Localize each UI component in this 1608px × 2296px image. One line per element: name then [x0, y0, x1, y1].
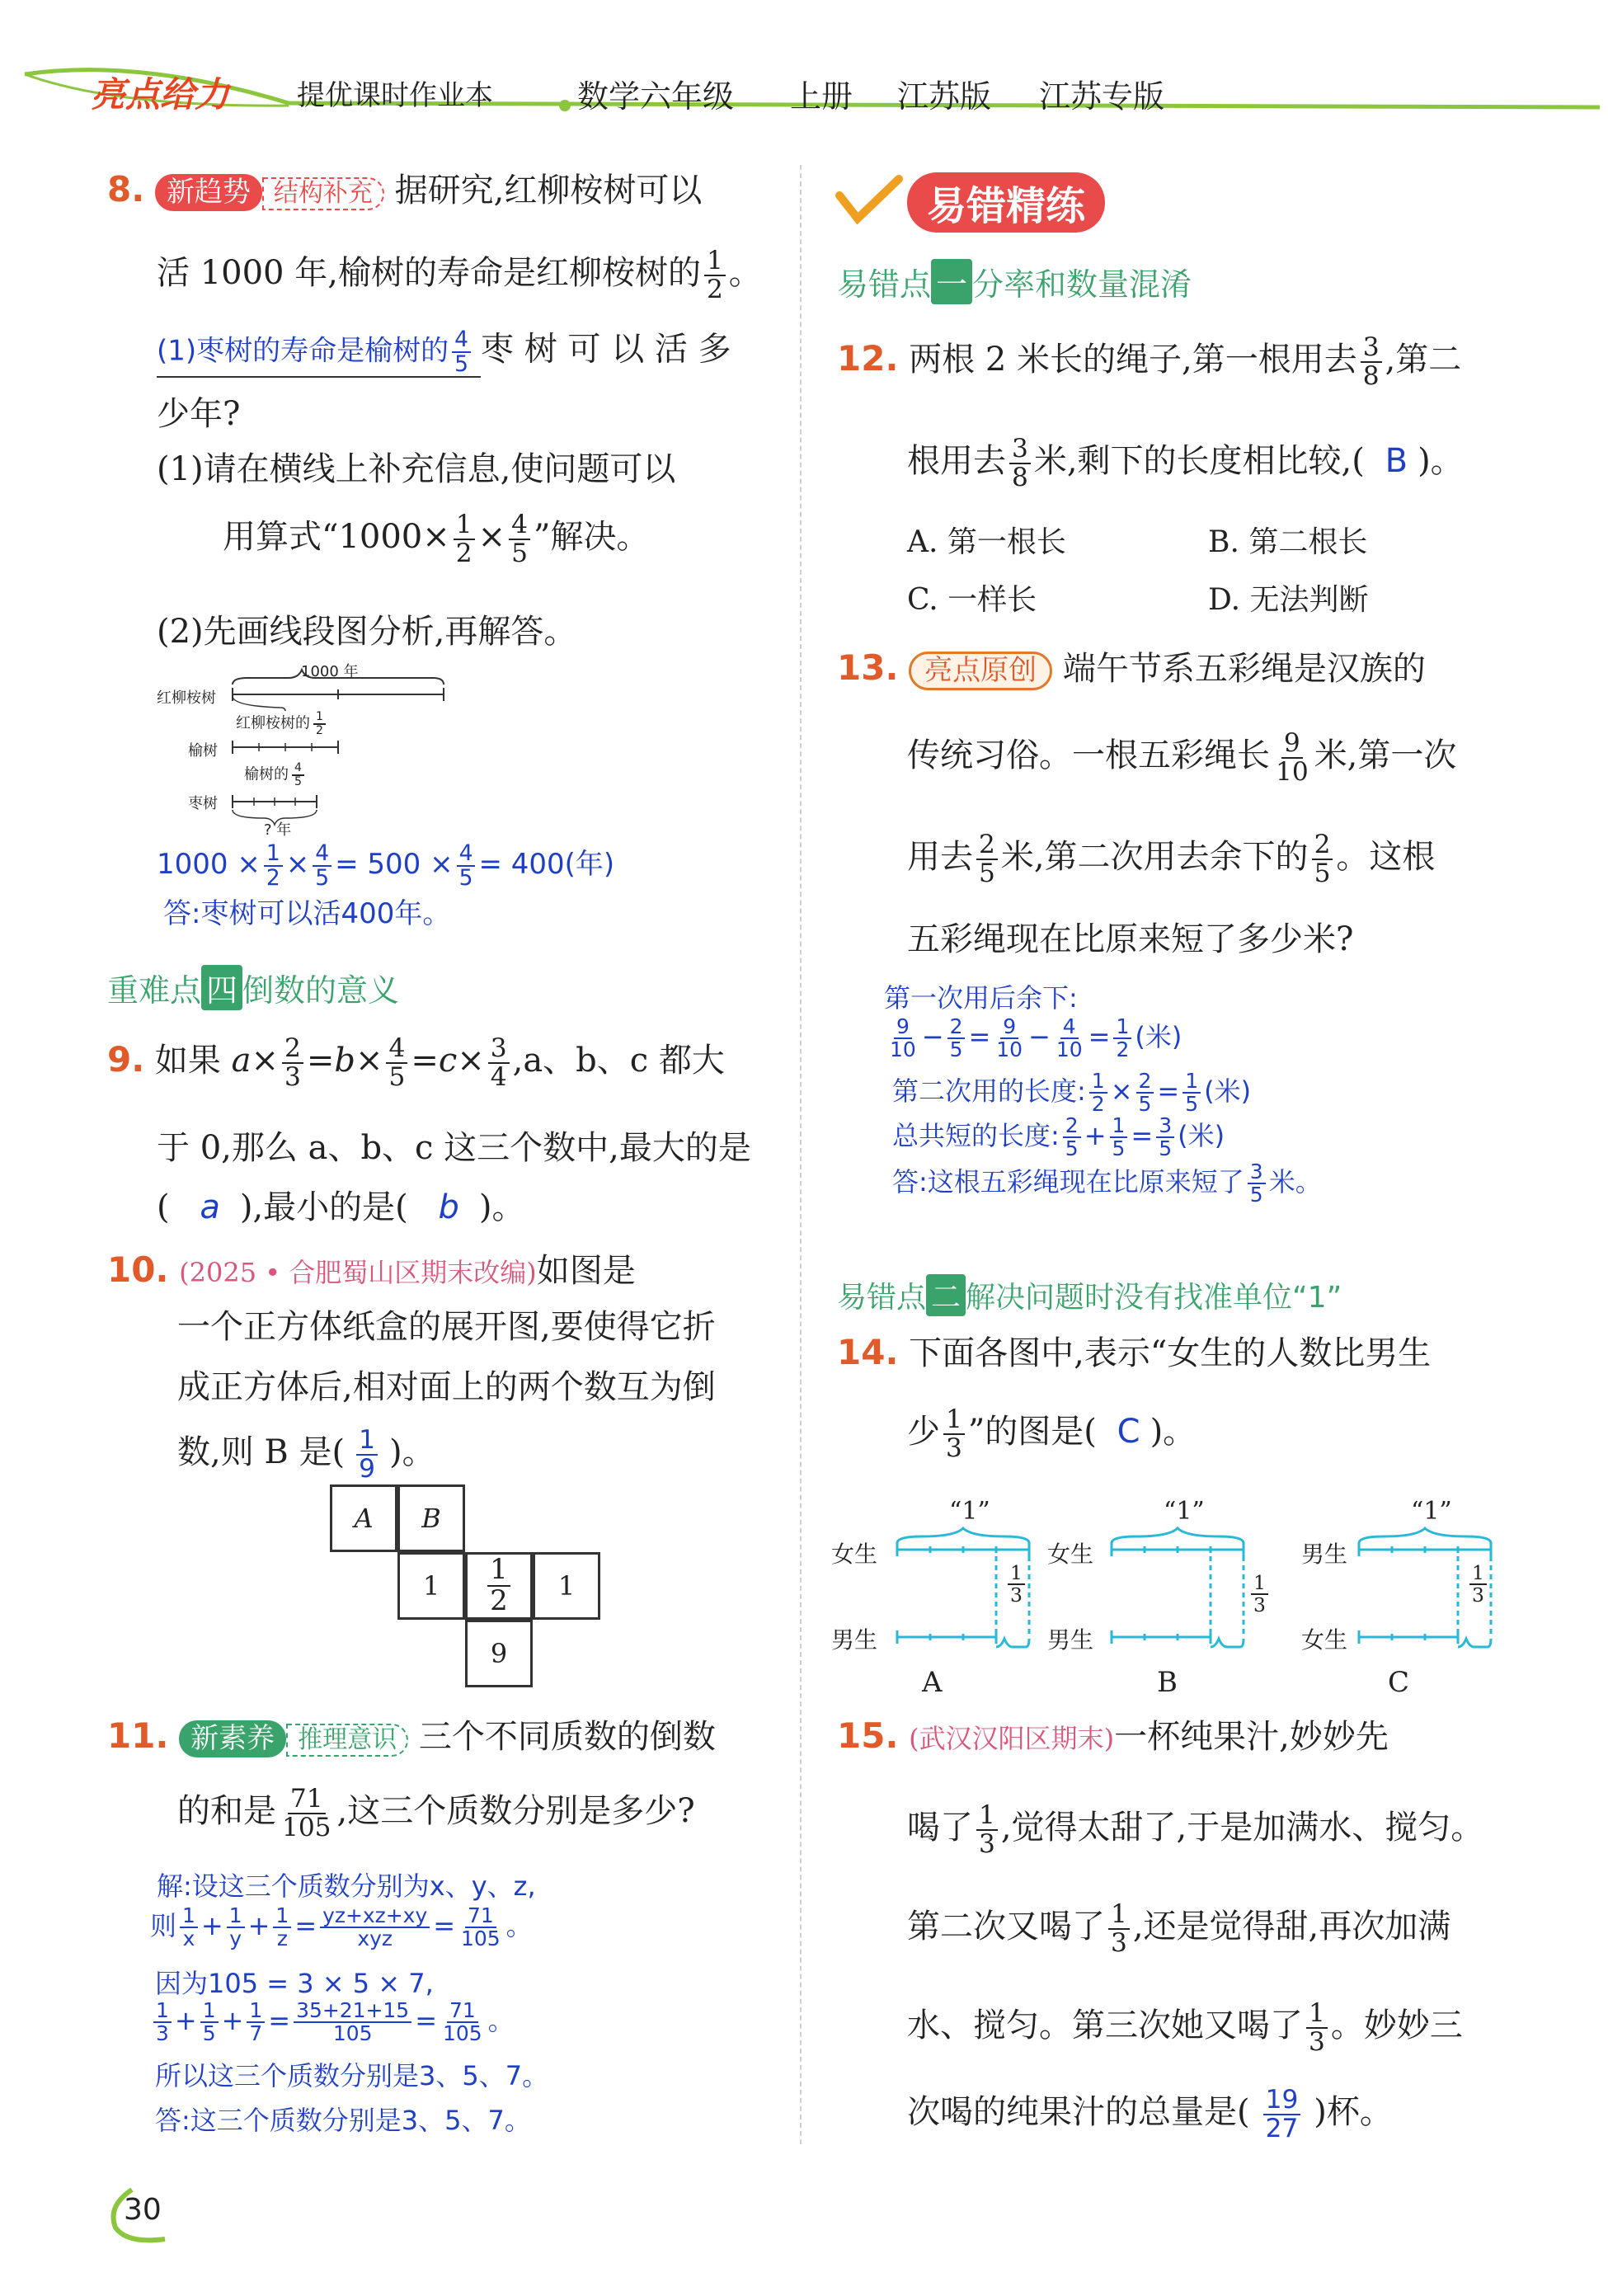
q8-sub2: (2)先画线段图分析,再解答。 — [157, 613, 577, 651]
q12-answer: B — [1385, 441, 1408, 480]
q15-source: (武汉汉阳区期末) — [909, 1723, 1115, 1754]
q8-number: 8. — [107, 169, 145, 209]
q11-answer-1: 解:设这三个质数分别为x、y、z, — [157, 1870, 536, 1902]
q12-line1: 12. 两根 2 米长的绳子,第一根用去 $\frac{3}{8}$ ,第二 — [837, 332, 1462, 391]
q15-answer: $\frac{19}{27}$ — [1263, 2087, 1301, 2143]
page-number: 30 — [99, 2181, 181, 2247]
q8-tag-sub: 结构补充 — [262, 177, 384, 210]
header-special: 江苏专版 — [1039, 78, 1165, 115]
q8-line2: 活 1000 年,榆树的寿命是红柳桉树的 $\frac{1}{2}$ 。 — [157, 246, 762, 304]
q13-line3: 用去 $\frac{2}{5}$ 米,第二次用去余下的 $\frac{2}{5}$ 。这根 — [907, 830, 1436, 888]
q15-line1: 15. (武汉汉阳区期末)一杯纯果汁,妙妙先 — [837, 1715, 1389, 1756]
header — [0, 0, 1608, 140]
q13-answer-5: 答:这根五彩绳现在比原来短了 $\frac{3}{5}$ 米。 — [892, 1160, 1322, 1207]
q10-cube-net: A B 1 $\frac{1}{2}$ 1 9 — [330, 1484, 610, 1699]
section-header-4: 重难点 四 倒数的意义 — [107, 965, 399, 1010]
q12-option-c: C. 一样长 — [907, 583, 1037, 617]
q13-answer-2: $\frac{9}{10}$ − $\frac{2}{5}$ = $\frac{9}{10}$ − $\frac{4}{10}$ = $\frac{1}{2}$ (米) — [890, 1014, 1182, 1062]
q9-answer-a: a — [200, 1188, 220, 1226]
q11-line1: 11. 新素养 推理意识 三个不同质数的倒数 — [107, 1715, 716, 1756]
q12-option-a: A. 第一根长 — [907, 525, 1066, 559]
q8-frac-a: $\frac{1}{2}$ — [704, 247, 726, 303]
header-grade: 数学六年级 — [577, 78, 735, 115]
q13-line4: 五彩绳现在比原来短了多少米? — [907, 920, 1354, 958]
header-edition: 江苏版 — [897, 78, 992, 115]
q13-answer-4: 总共短的长度: $\frac{2}{5}$ + $\frac{1}{5}$ = $\frac{3}{5}$ (米) — [892, 1113, 1225, 1161]
q14-diagrams: “1” 女生 男生 $\frac{1}{3}$ A “1” 女生 男生 $\frac{1}{3}$ B “1” 男生 女生 $\frac{1}{3}$ C — [831, 1497, 1590, 1703]
header-subtitle: 提优课时作业本 — [297, 79, 493, 112]
q14-line1: 14. 下面各图中,表示“女生的人数比男生 — [837, 1332, 1432, 1372]
q10-line3: 成正方体后,相对面上的两个数互为倒 — [177, 1368, 716, 1406]
q8-fill-blank: (1)枣树的寿命是榆树的 $\frac{4}{5}$ — [157, 328, 481, 378]
q8-sub1: (1)请在横线上补充信息,使问题可以 — [157, 450, 676, 488]
q13-tag: 亮点原创 — [909, 652, 1052, 690]
q8-line3: (1)枣树的寿命是榆树的 $\frac{4}{5}$ 枣 树 可 以 活 多 — [157, 327, 731, 377]
q11-answer-6: 答:这三个质数分别是3、5、7。 — [155, 2105, 531, 2136]
q11-answer-4: $\frac{1}{3}$ + $\frac{1}{5}$ + $\frac{1}{7}$ = $\frac{35+21+15}{105}$ = $\frac{71}{105}$ 。 — [150, 2000, 515, 2044]
q10-answer: $\frac{1}{9}$ — [356, 1427, 378, 1483]
q15-line3: 第二次又喝了 $\frac{1}{3}$ ,还是觉得甜,再次加满 — [907, 1899, 1451, 1958]
header-volume: 上册 — [790, 78, 853, 115]
q9-line2: 于 0,那么 a、b、c 这三个数中,最大的是 — [157, 1129, 751, 1167]
q10-line4: 数,则 B 是( $\frac{1}{9}$ )。 — [177, 1425, 435, 1484]
q15-line5: 次喝的纯果汁的总量是( $\frac{19}{27}$ )杯。 — [907, 2085, 1393, 2143]
section-header-e2: 易错点 二 解决问题时没有找准单位“1” — [837, 1274, 1342, 1316]
q11-tag-sub: 推理意识 — [286, 1724, 408, 1757]
q13-answer-1: 第一次用后余下: — [884, 982, 1078, 1014]
q8-tag: 新趋势 — [155, 174, 262, 211]
q9-line3: ( a ),最小的是( b )。 — [157, 1188, 525, 1226]
q14-line2: 少 $\frac{1}{3}$ ”的图是( C )。 — [907, 1404, 1197, 1463]
q13-answer-3: 第二次用的长度: $\frac{1}{2}$ × $\frac{2}{5}$ = $\frac{1}{5}$ (米) — [892, 1069, 1252, 1117]
q8-answer-calc: 1000 × $\frac{1}{2}$ × $\frac{4}{5}$ = 500 × $\frac{4}{5}$ = 400(年) — [157, 840, 615, 891]
section-header-e1: 易错点 一 分率和数量混淆 — [837, 259, 1192, 304]
q8-text1: 据研究,红柳桉树可以 — [394, 172, 703, 209]
brand-logo: 亮点给力 — [91, 74, 230, 115]
q13-line1: 13. 亮点原创 端午节系五彩绳是汉族的 — [837, 647, 1426, 690]
q11-answer-3: 因为105 = 3 × 5 × 7, — [155, 1968, 434, 1999]
q10-line2: 一个正方体纸盒的展开图,要使得它折 — [177, 1308, 716, 1346]
q12-line2: 根用去 $\frac{3}{8}$ 米,剩下的长度相比较,( B )。 — [907, 434, 1464, 492]
q15-line2: 喝了 $\frac{1}{3}$ ,觉得太甜了,于是加满水、搅匀。 — [907, 1800, 1484, 1859]
q13-line2: 传统习俗。一根五彩绳长 $\frac{9}{10}$ 米,第一次 — [907, 728, 1457, 787]
q8-line4: 少年? — [157, 395, 241, 433]
checkmark-icon — [833, 174, 907, 232]
q9-line1: 9. 如果 a× $\frac{2}{3}$ =b× $\frac{4}{5}$ =c× $\frac{3}{4}$ ,a、b、c 都大 — [107, 1033, 725, 1092]
q8-line-diagram: 1000 年 红柳桉树 红柳桉树的 $\frac{1}{2}$ 榆树 榆树的 $\frac{4}{5}$ 枣树 ? 年 — [157, 660, 454, 833]
q11-line2: 的和是 $\frac{71}{105}$ ,这三个质数分别是多少? — [177, 1784, 695, 1842]
q12-option-b: B. 第二根长 — [1208, 525, 1368, 559]
q14-answer: C — [1117, 1412, 1140, 1451]
q9-answer-b: b — [438, 1188, 459, 1226]
q8-line1 — [107, 169, 702, 211]
q11-answer-5: 所以这三个质数分别是3、5、7。 — [155, 2060, 549, 2091]
q12-option-d: D. 无法判断 — [1208, 583, 1369, 617]
q11-tag: 新素养 — [179, 1720, 286, 1757]
q11-answer-2: 则 $\frac{1}{x}$ + $\frac{1}{y}$ + $\frac{1}{z}$ = $\frac{yz+xz+xy}{\text{xyz}}$ = $\frac{71}{105}$ 。 — [150, 1903, 533, 1951]
q10-line1: 10. (2025 • 合肥蜀山区期末改编)如图是 — [107, 1249, 636, 1290]
column-divider — [800, 165, 802, 2144]
q15-line4: 水、搅匀。第三次她又喝了 $\frac{1}{3}$ 。妙妙三 — [907, 1998, 1463, 2057]
q10-source: (2025 • 合肥蜀山区期末改编) — [179, 1257, 537, 1288]
q8-sub1-formula: 用算式“1000× $\frac{1}{2}$ × $\frac{4}{5}$ ”解决。 — [223, 510, 650, 568]
q8-answer-text: 答:枣树可以活400年。 — [163, 897, 451, 930]
